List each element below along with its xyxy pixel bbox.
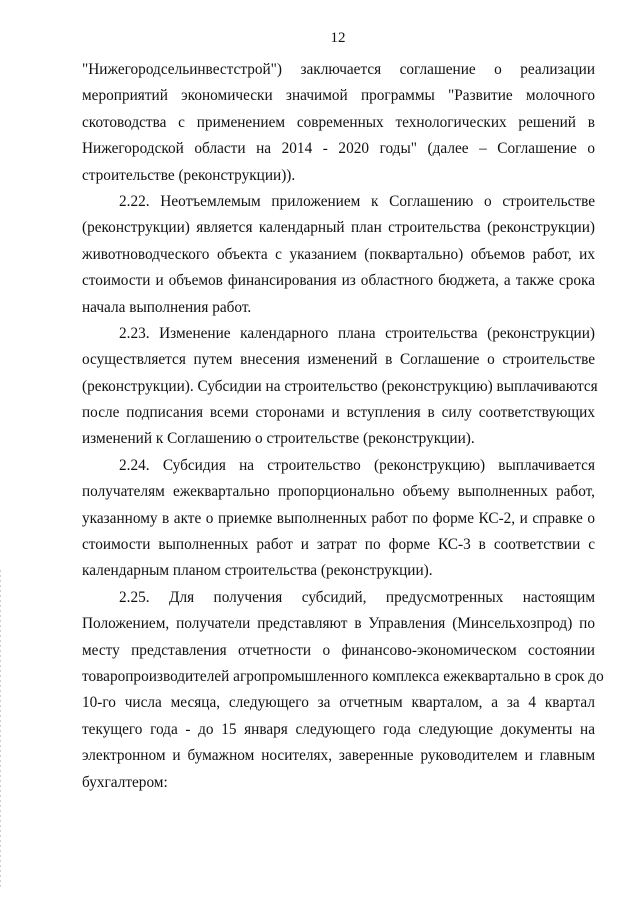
text-line: текущего года - до 15 января следующего года следующие документы на [82, 720, 595, 738]
paragraph-2-24 [82, 453, 595, 585]
text-line: календарным планом строительства (реконструкции). [82, 562, 433, 580]
page-number: 12 [330, 30, 346, 46]
text-line: 2.24. Субсидия на строительство (реконструкцию) выплачивается [119, 456, 595, 474]
text-line: электронном и бумажном носителях, заверенные руководителем и главным [82, 747, 595, 765]
text-line: мероприятий экономически значимой программы "Развитие молочного [82, 87, 595, 105]
scan-edge-mark [0, 570, 1, 890]
text-line: животноводческого объекта с указанием (поквартально) объемов работ, их [82, 245, 595, 263]
text-line: стоимости выполненных работ и затрат по форме КС-3 в соответствии с [82, 536, 595, 554]
paragraph-2-25 [82, 585, 604, 796]
text-line: получателям ежеквартально пропорционально объему выполненных работ, [82, 483, 595, 501]
text-line: указанному в акте о приемке выполненных работ по форме КС-2, и справке о [82, 509, 595, 527]
text-line: изменений к Соглашению о строительстве (реконструкции). [82, 430, 475, 448]
text-line: скотоводства с применением современных технологических решений в [82, 113, 595, 131]
text-line: строительстве (реконструкции)). [82, 166, 296, 184]
text-line: месту представления отчетности о финансово-экономическом состоянии [82, 641, 595, 659]
text-line: начала выполнения работ. [82, 298, 252, 316]
text-line: "Нижегородсельинвестстрой") заключается соглашение о реализации [82, 61, 595, 78]
text-line: 2.23. Изменение календарного плана строительства (реконструкции) [119, 324, 595, 342]
text-line: бухгалтером: [82, 773, 168, 791]
text-line: (реконструкции) является календарный план строительства (реконструкции) [82, 219, 595, 237]
text-line: товаропроизводителей агропромышленного комплекса ежеквартально в срок до [82, 667, 604, 685]
text-line: 2.22. Неотъемлемым приложением к Соглашению о строительстве [119, 192, 595, 210]
text-line: Положением, получатели представляют в Управления (Минсельхозпрод) по [82, 615, 595, 633]
paragraph-2-23 [82, 321, 598, 453]
text-line: 2.25. Для получения субсидий, предусмотренных настоящим [119, 588, 595, 606]
text-line: осуществляется путем внесения изменений в Соглашение о строительстве [82, 351, 595, 369]
paragraph-2-22 [82, 189, 595, 321]
document-body [82, 57, 604, 796]
text-line: (реконструкции). Субсидии на строительство (реконструкцию) выплачиваются [82, 377, 598, 395]
text-line: 10-го числа месяца, следующего за отчетным кварталом, а за 4 квартал [82, 694, 595, 712]
text-line: Нижегородской области на 2014 - 2020 годы" (далее – Соглашение о [82, 140, 595, 158]
text-line: после подписания всеми сторонами и вступления в силу соответствующих [82, 404, 595, 422]
paragraph-agreement-intro [82, 57, 595, 189]
text-line: стоимости и объемов финансирования из областного бюджета, а также срока [82, 272, 595, 290]
